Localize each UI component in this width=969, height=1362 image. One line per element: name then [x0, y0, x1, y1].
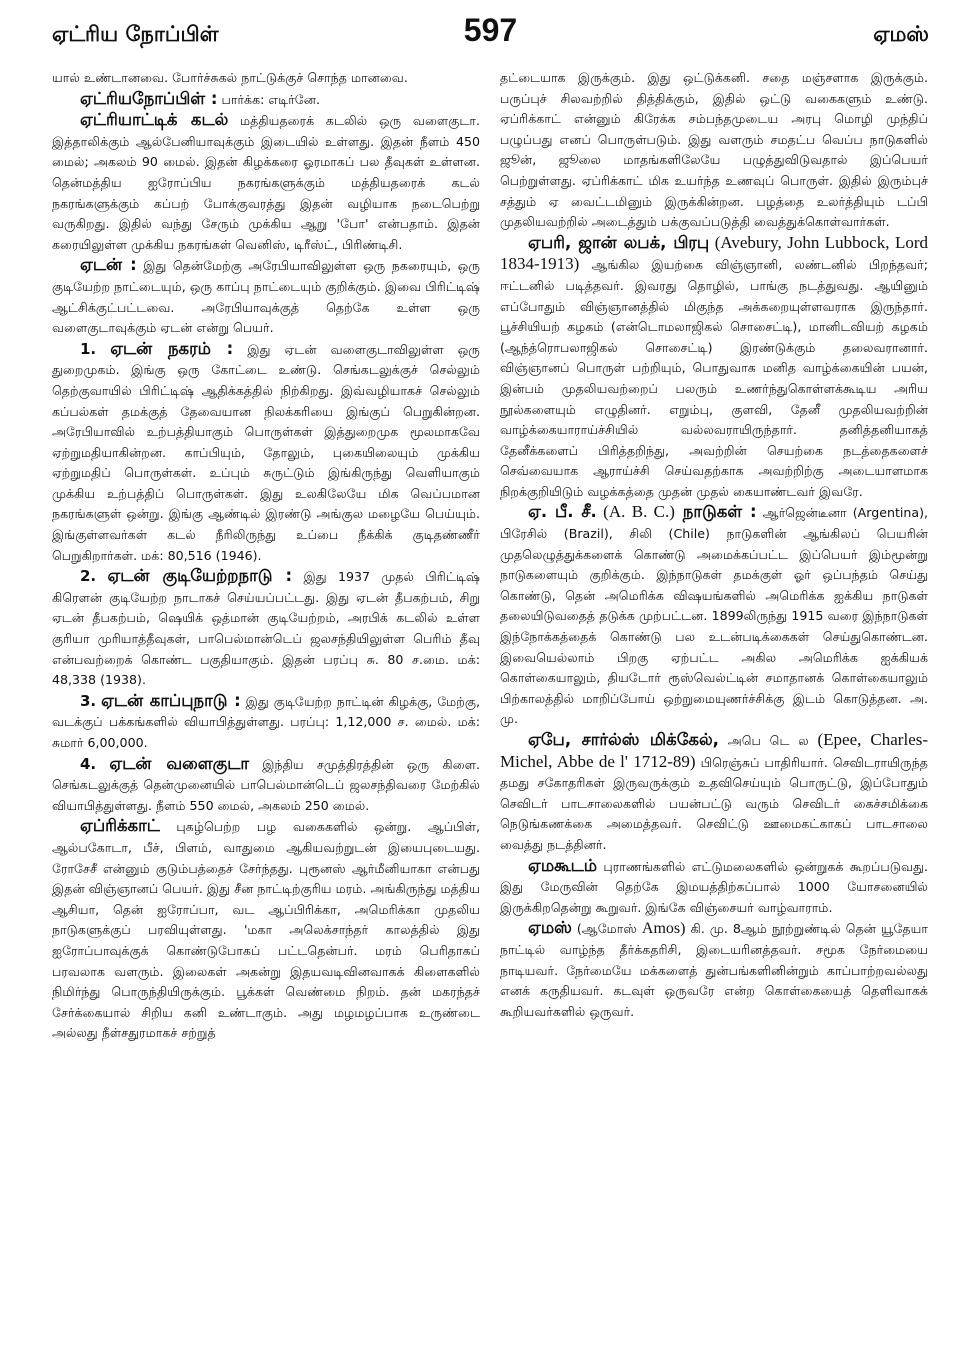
- entry-headword: ஏட்ரியாட்டிக் கடல்: [80, 110, 229, 130]
- subentry-number: 1.: [80, 339, 97, 358]
- entry-headword: ஏட்ரியநோப்பிள் :: [80, 88, 218, 108]
- entry-text: புராணங்களில் எட்டுமலைகளில் ஒன்றுகக் கூறப்படுவது. இது மேருவின் தெற்கே இமயத்திற்கப்பால் 1000 யோசனையில் இருக்கிறதென்று கூறுவர். இங்கே விஞ்சையர் வாழ்வாராம்.: [500, 858, 928, 915]
- entry-gulf-of-aden: [52, 754, 480, 817]
- subentry-number: 3.: [80, 691, 97, 710]
- page-number: 597: [463, 12, 518, 48]
- entry-hemakuta: [500, 856, 928, 919]
- entry-text: ஆர்ஜென்டீனா (Argentina), பிரேசில் (Brazil), சிலி (Chile) நாடுகளின் ஆங்கிலப் பெயரின் முதலெழுத்துக்களைக் கொண்டு அமைக்கப்பட்ட இப்பெயர் இம்மூன்று நாடுகளையும் குறிக்கும். இந்நாடுகள் தமக்குள் ஓர் ஒப்பந்தம் செய்து கொண்டு, தென் அமெரிக்க விஷயங்களில் அமெரிக்க ஐக்கிய நாடுகள் தலையிடுவதைத் தடுக்க முற்பட்டன. 1899லிருந்து 1915 வரை இந்நாடுகள் இந்நோக்கத்தைக் கொண்டு பல உடன்படிக்கைகள் செய்துகொண்டன. இவையெல்லாம் பிறகு ஏற்பட்ட அகில அமெரிக்க ஐக்கியக் கொள்கையாலும், தியடோர் ரூஸ்வெல்ட்டின் சமாதானக் கொள்கையாலும் பிற்காலத்தில் மாறிப்போய் ஒற்றுமையுணர்ச்சிக்கு இடம் கொடுத்தன.: [500, 505, 928, 706]
- entry-text: பிரெஞ்சுப் பாதிரியார். செவிடராயிருந்த தமது சகோதரிகள் இருவருக்கும் உதவிசெய்யும் பொருட்டு, இப்போதும் செவிடர் பாடசாலைகளில் பயன்பட்டு வரும் செவிடர் கைச்சமிக்கை நெடுங்கணக்கை அமைத்தவர். செவிட்டு ஊமைகட்காகப் பாடசாலை வைத்து நடத்தினர்.: [500, 754, 928, 852]
- header-left-guide-word: ஏட்ரிய நோப்பிள்: [52, 22, 219, 46]
- entry-text-prefix: அபெ டெ ல: [718, 733, 818, 748]
- entry-aden-city: [52, 339, 480, 567]
- entry-signature: அ. மு.: [500, 690, 928, 727]
- entry-text: இது குடியேற்ற நாட்டின் கிழக்கு, மேற்கு, வடக்குப் பக்கங்களில் வியாபித்துள்ளது. பரப்பு: 1,12,000 ச. மைல். மக்: சுமார் 6,00,000.: [52, 693, 480, 750]
- subentry-number: 2.: [80, 567, 97, 586]
- entry-apricot: [52, 816, 480, 1044]
- entry-text: இது தென்மேற்கு அரேபியாவிலுள்ள ஒரு நகரையும், ஒரு குடியேற்ற நாட்டையும், ஒரு காப்பு நாட்டையும் குறிக்கும். இவை பிரிட்டிஷ் ஆட்சிக்குட்பட்டவை. அரேபியாவுக்குத் தெற்கே உள்ள ஒரு வளைகுடாவுக்கும் ஏடன் என்று பெயர்.: [52, 258, 480, 336]
- entry-headword: ஏபே, சார்ல்ஸ் மிக்கேல்,: [528, 730, 719, 749]
- entry-adriatic-sea: [52, 110, 480, 255]
- entry-text: ஆங்கில இயற்கை விஞ்ஞானி, லண்டனில் பிறந்தவர்; ஈட்டனில் படித்தவர். இவரது தொழில், பாங்கு நடத்துவது. ஆயினும் எப்போதும் விஞ்ஞானத்தில் மிகுந்த அக்கறையுள்ளவராக இருந்தார். பூச்சியியற் கழகம் (என்டொமலாஜிகல் சொசைட்டி), மானிடவியற் கழகம் (ஆந்த்ரொபலாஜிகல் சொசைட்டி) இரண்டுக்கும் தலைவரானார். விஞ்ஞானப் பொருள் பற்றியும், பொதுவாக மனித வாழ்க்கையின் பயன், இன்பம் முதலியவற்றைப் பலரும் உணர்ந்துகொள்ளக்கூடிய அரிய நூல்களையும் எழுதினர். எறும்பு, குளவி, தேனீ முதலியவற்றின் வாழ்க்கையாராய்ச்சியில் வல்லவராயிருந்தார். தனித்தனியாகத் தேனீக்களைப் பிரித்தறிந்து, அவற்றின் செயற்கை நடத்தைகளைச் செவ்வையாக ஆராய்ச்சி செய்வதற்காக அவற்றிற்கு அடையாளமாக நிறக்குறியிடும் வழக்கத்தை முதன் முதல் கையாண்டவர் இவரே.: [500, 257, 928, 499]
- entry-headword: ஏமகூடம்: [528, 855, 598, 875]
- entry-latin-name: (Epee, Charles-Michel, Abbe de l' 1712-89): [500, 730, 928, 771]
- header-right-guide-word: ஏமஸ்: [873, 22, 929, 46]
- entry-amos: [500, 918, 928, 1022]
- entry-headword: ஏப்ரிக்காட்: [80, 816, 160, 836]
- left-column: [52, 68, 480, 1044]
- running-header: [52, 0, 929, 68]
- entry-abc-countries: [500, 502, 928, 730]
- entry-latin-name: Amos): [641, 920, 686, 938]
- entry-headword: ஏமஸ்: [528, 918, 572, 938]
- entry-text: இது 1937 முதல் பிரிட்டிஷ் கிரௌன் குடியேற்ற நாடாகச் செய்யப்பட்டது. இது ஏடன் தீபகற்பம், சிறு ஏடன் தீபகற்பம், ஷெயிக் ஒத்மான் குடியேற்றம், அரபிக் கடலில் உள்ள குரியா முரியாத்தீவுகள், பாபெல்மான்டெப் ஜலசந்தியிலுள்ள பெரிம் தீவு என்பவற்றைக் கொண்ட பகுதியாகும். இதன் பரப்பு சு. 80 ச.மை. மக்: 48,338 (1938).: [52, 569, 480, 688]
- right-column: [500, 68, 928, 1044]
- entry-text: பார்க்க: எடிர்னே.: [217, 91, 320, 107]
- entry-headword: ஏடன் காப்புநாடு :: [101, 690, 241, 710]
- entry-latin-name: (Avebury, John Lubbock, Lord 1834-1913): [500, 232, 928, 274]
- entry-aden: [52, 255, 480, 338]
- entry-headword: ஏபரி, ஜான் லபக், பிரபு: [528, 232, 710, 252]
- entry-headword: ஏடன் வளைகுடா: [109, 753, 249, 773]
- entry-aden-colony: [52, 566, 480, 691]
- entry-continuation: [52, 68, 480, 89]
- text-columns: [52, 68, 929, 1044]
- entry-headword: ஏ. பீ. சீ.: [528, 502, 597, 522]
- entry-aden-protectorate: [52, 691, 480, 754]
- entry-text: புகழ்பெற்ற பழ வகைகளில் ஒன்று. ஆப்பிள், ஆல்பகோடா, பீச், பிளம், வாதுமை ஆகியவற்றுடன் இயைபுடையது. ரோசேசீ என்னும் குடும்பத்தைச் சேர்ந்தது. புரூனஸ் ஆர்மீனியாகா என்பது இதன் விஞ்ஞானப் பெயர். இது சீன நாட்டிற்குரிய மரம். அங்கிருந்து மத்திய ஆசியா, தென் ஐரோப்பா, வட ஆப்பிரிக்கா, அமெரிக்கா முதலிய நாடுகளுக்குப் பரவியுள்ளது. 'மகா அலெக்சாந்தர் காலத்தில் இது ஐரோப்பாவுக்குக் கொண்டுபோகப் பட்டதென்பர். மரம் பெரிதாகப் பரவலாக வளரும். இலைகள் அகன்று இதயவடிவினவாகக் கிளைகளில் நிமிர்ந்து பொருந்தியிருக்கும். பூக்கள் வெண்மை நிறம். தன் மகரந்தச் சேர்க்கையால் சிறிய கனி உண்டாகும். அது மழமழப்பாக உருண்டை அல்லது நீள்சதுரமாகச் சற்றுத்: [52, 819, 480, 1041]
- entry-text: யால் உண்டானவை. போர்ச்சுகல் நாட்டுக்குச் சொந்த மானவை.: [52, 70, 408, 85]
- entry-headword: ஏடன் :: [80, 255, 137, 275]
- entry-continuation: [500, 68, 928, 233]
- subentry-number: 4.: [80, 754, 97, 773]
- entry-latin-name: (A. B. C.): [596, 502, 675, 522]
- entry-adrianople: [52, 89, 480, 111]
- entry-headword: ஏடன் குடியேற்றநாடு :: [107, 566, 293, 586]
- entry-headword-suffix: நாடுகள் :: [674, 502, 757, 522]
- entry-avebury: [500, 233, 928, 503]
- entry-text-prefix: (ஆமோஸ்: [571, 921, 642, 937]
- entry-headword: ஏடன் நகரம் :: [110, 338, 234, 358]
- entry-text: கி. மு. 8ஆம் நூற்றுண்டில் தென் யூதேயா நாட்டில் வாழ்ந்த தீர்க்கதரிசி, இடையரினத்தவர். சமூக நேர்மையை நாடியவர். நேர்மையே மக்களைத் துன்பங்களினின்றும் காப்பாற்றவல்லது எனக் கருதியவர். கடவுள் ஒருவரே என்ற கொள்கையைத் தெளிவாகக் கூறியவர்களில் ஒருவர்.: [500, 921, 928, 1019]
- entry-epee: [500, 730, 928, 856]
- entry-text: இந்திய சமுத்திரத்தின் ஒரு கிளை. செங்கடலுக்குத் தென்முனையில் பாபெல்மான்டெப் ஜலசந்திவரை மேற்கில் வியாபித்துள்ளது. நீளம் 550 மைல், அகலம் 250 மைல்.: [52, 756, 480, 813]
- entry-text: இது ஏடன் வளைகுடாவிலுள்ள ஒரு துறைமுகம். இங்கு ஒரு கோட்டை உண்டு. செங்கடலுக்குச் செல்லும் தெற்குவாயில் பிரிட்டிஷ் ஆதிக்கத்தில் நிற்கிறது. இவ்வழியாகச் செல்லும் கப்பல்கள் தமக்குத் தேவையான நிலக்கரியை இங்குப் பெறுகின்றன. அரேபியாவில் உற்பத்தியாகும் பொருள்கள் இத்துறைமுக மூலமாகவே ஏற்றுமதியாகின்றன. காப்பியும், தோலும், புகையிலையும் முக்கிய ஏற்றுமதிப் பொருள்கள். உப்பும் சுருட்டும் இங்கிருந்து வெளியாகும் முக்கிய உற்பத்திப் பொருள்கள். இது உலகிலேயே மிக வெப்பமான நகரங்களுள் ஒன்று. இங்கு ஆண்டில் இரண்டு அங்குல மழையே பெய்யும். இங்குள்ளவர்கள் கடல் நீரிலிருந்து உப்பை நீக்கிக் குடிதண்ணீர் பெறுகிறார்கள். மக்: 80,516 (1946).: [52, 341, 480, 563]
- entry-text: மத்தியதரைக் கடலில் ஒரு வளைகுடா. இத்தாலிக்கும் ஆல்பேனியாவுக்கும் இடையில் உள்ளது. இதன் நீளம் 450 மைல்; அகலம் 90 மைல். இதன் கிழக்கரை ஓரமாகப் பல தீவுகள் உள்ளன. தென்மத்திய ஐரோப்பிய நகரங்களுக்கும் மத்தியதரைக் கடல் நகரங்களுக்கும் கப்பற் போக்குவரத்து இதன் வழியாக நடைபெற்று வருகிறது. இதில் வந்து சேரும் முக்கிய ஆறு 'போ' என்பதாம். இதன் கரையிலுள்ள முக்கிய நகரங்கள் வெனிஸ், டிரீஸ்ட், பிரிண்டிசி.: [52, 113, 480, 252]
- entry-text: தட்டையாக இருக்கும். இது ஒட்டுக்கனி. சதை மஞ்சளாக இருக்கும். பருப்புச் சிலவற்றில் தித்திக்கும், இதில் ஒட்டு வகைகளும் உண்டு. ஏப்ரிக்காட் என்னும் கிரேக்க சம்பந்தமுடைய அரபு மொழி முந்திப் பழுப்பது எனப் பொருள்படும். இது வளரும் சமதட்ப வெப்ப நாடுகளில் ஜூன், ஜூலை மாதங்களிலேயே பழுத்துவிடுவதால் இப்பெயர் பெற்றுள்ளது. ஏப்ரிக்காட் மிக உயர்ந்த உணவுப் பொருள். இதில் இரும்புச் சத்தும் ஏ வைட்டமினும் இருக்கின்றன. பழத்தை உலர்த்தியும் டப்பி முதலியவற்றில் அடைத்தும் பக்குவப்படுத்தி வைத்துக்கொள்வார்கள்.: [500, 70, 928, 230]
